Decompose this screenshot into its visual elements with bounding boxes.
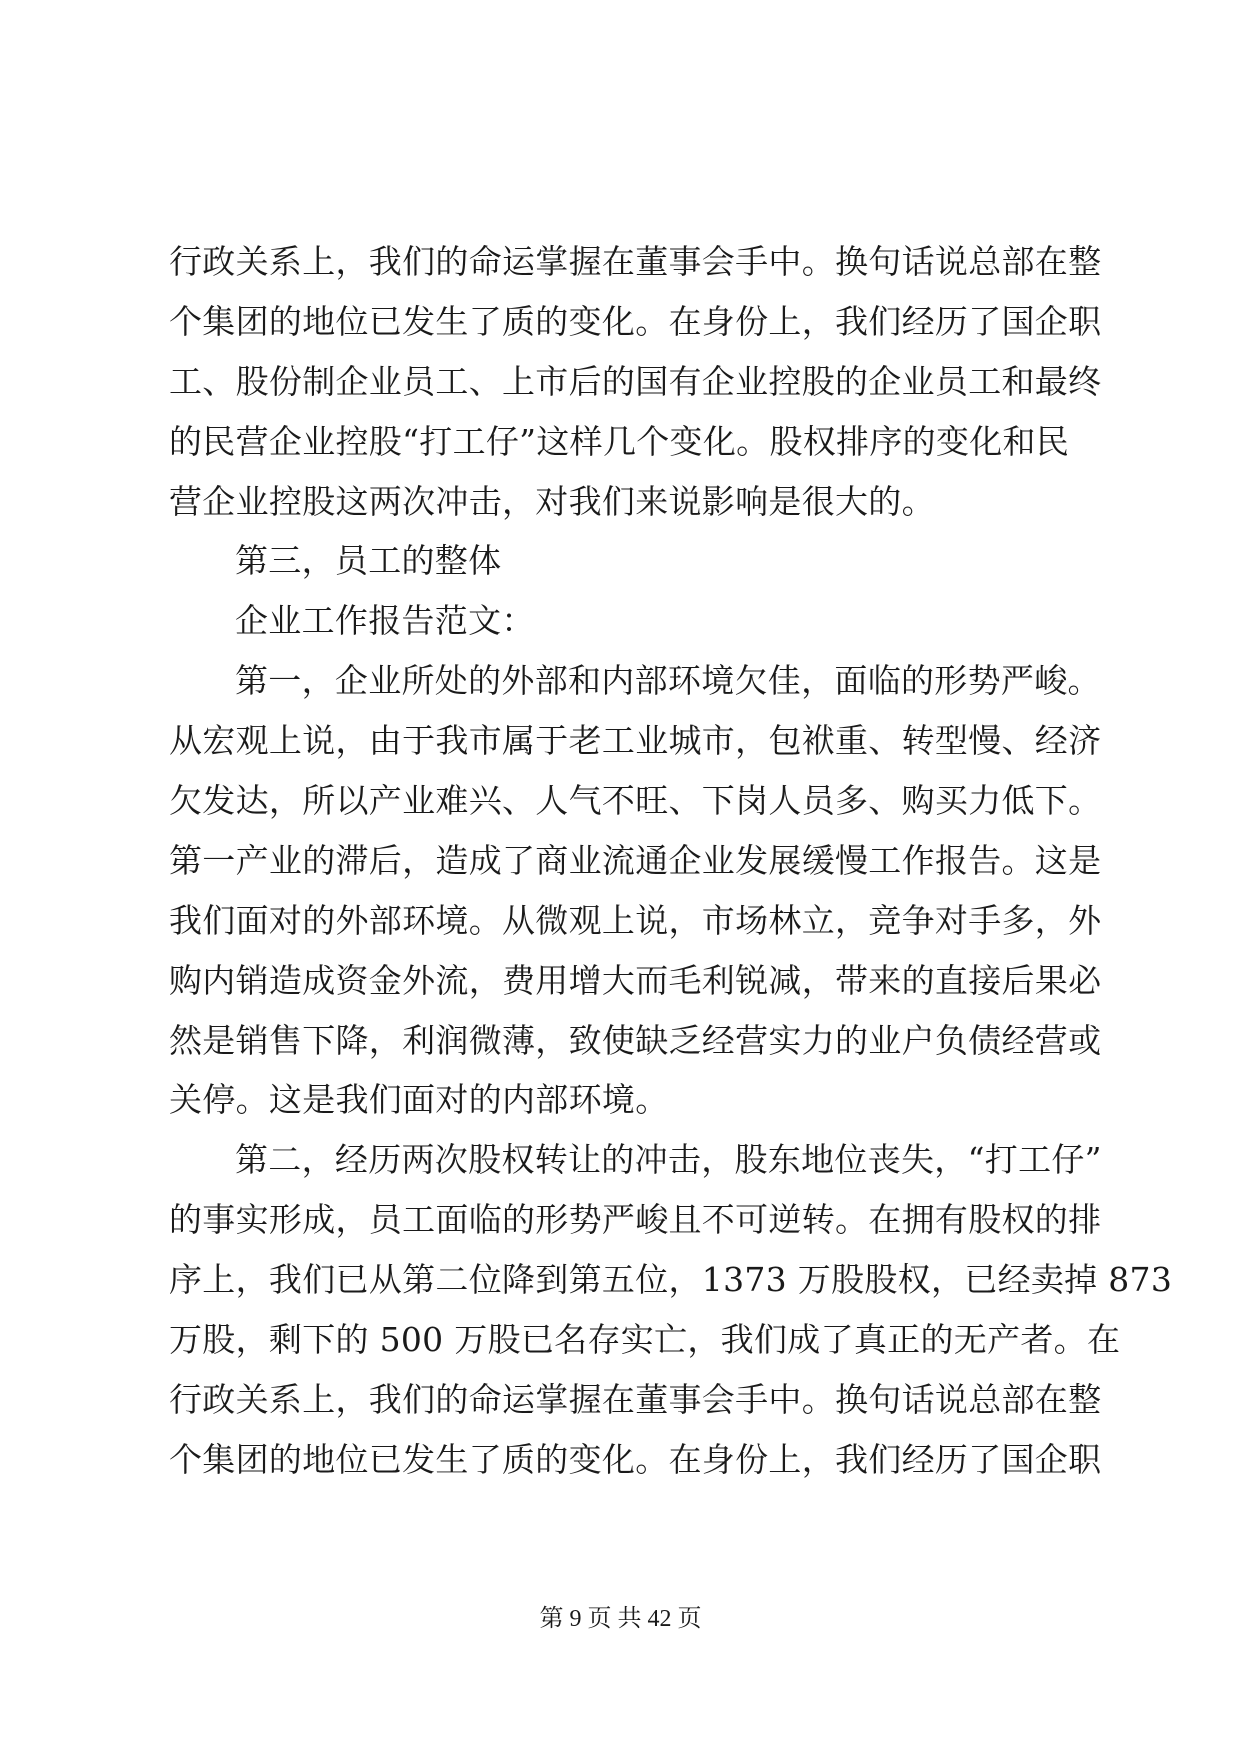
text-line: 万股，剩下的 500 万股已名存实亡，我们成了真正的无产者。在 [169, 1320, 1121, 1360]
text-line: 个集团的地位已发生了质的变化。在身份上，我们经历了国企职 [169, 1439, 1102, 1479]
text-line: 的民营企业控股“打工仔”这样几个变化。股权排序的变化和民 [169, 421, 1070, 461]
text-line: 从宏观上说，由于我市属于老工业城市，包袱重、转型慢、经济 [169, 721, 1102, 761]
text-line: 关停。这是我们面对的内部环境。 [169, 1080, 669, 1120]
text-line: 的事实形成，员工面临的形势严峻且不可逆转。在拥有股权的排 [169, 1200, 1102, 1240]
document-body [169, 232, 1173, 1490]
text-line: 企业工作报告范文： [235, 601, 535, 641]
page-number-label: 第 9 页 共 42 页 [539, 1606, 702, 1632]
text-line: 我们面对的外部环境。从微观上说，市场林立，竞争对手多，外 [169, 900, 1102, 940]
page-footer [0, 1604, 1241, 1634]
text-line: 第一，企业所处的外部和内部环境欠佳，面临的形势严峻。 [235, 661, 1101, 701]
text-line: 第二，经历两次股权转让的冲击，股东地位丧失，“打工仔” [235, 1140, 1102, 1180]
text-line: 工、股份制企业员工、上市后的国有企业控股的企业员工和最终 [169, 361, 1102, 401]
text-line: 购内销造成资金外流，费用增大而毛利锐减，带来的直接后果必 [169, 960, 1102, 1000]
text-line: 营企业控股这两次冲击，对我们来说影响是很大的。 [169, 481, 935, 521]
text-line: 行政关系上，我们的命运掌握在董事会手中。换句话说总部在整 [169, 242, 1102, 281]
text-line: 第三，员工的整体 [235, 541, 502, 581]
text-line: 序上，我们已从第二位降到第五位，1373 万股股权，已经卖掉 873 [169, 1260, 1173, 1300]
text-line: 第一产业的滞后，造成了商业流通企业发展缓慢工作报告。这是 [169, 840, 1102, 880]
text-line: 然是销售下降，利润微薄，致使缺乏经营实力的业户负债经营或 [169, 1020, 1102, 1060]
text-line: 欠发达，所以产业难兴、人气不旺、下岗人员多、购买力低下。 [169, 781, 1102, 821]
text-line: 行政关系上，我们的命运掌握在董事会手中。换句话说总部在整 [169, 1379, 1102, 1419]
text-line: 个集团的地位已发生了质的变化。在身份上，我们经历了国企职 [169, 301, 1102, 341]
